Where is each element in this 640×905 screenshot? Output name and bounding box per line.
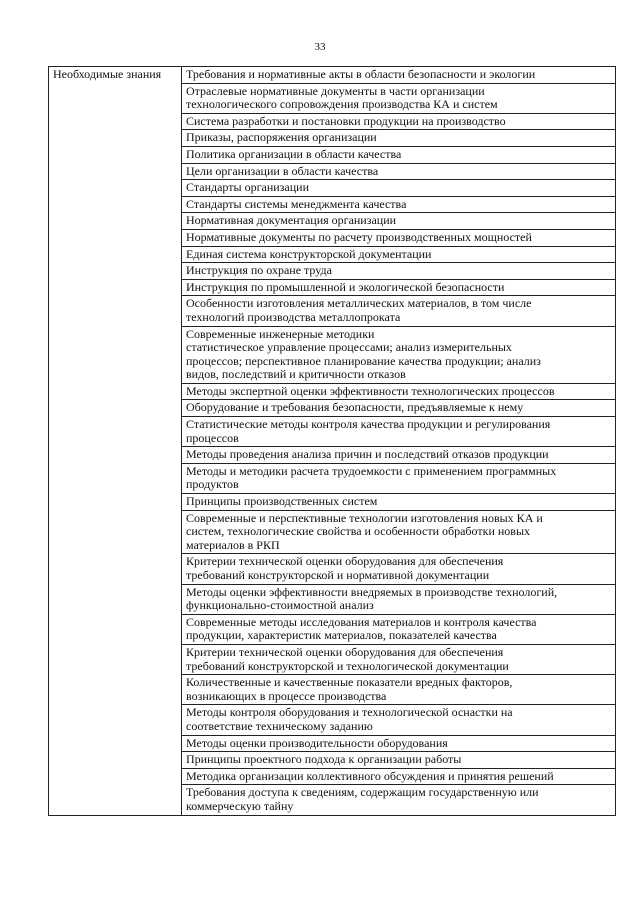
knowledge-item: Современные методы исследования материалов и контроля качества продукции, характеристик материалов, показателей качества (182, 614, 616, 644)
knowledge-item: Методы и методики расчета трудоемкости с применением программных продуктов (182, 463, 616, 493)
knowledge-item: Приказы, распоряжения организации (182, 130, 616, 147)
knowledge-item: Отраслевые нормативные документы в части организации технологического сопровождения производства КА и систем (182, 83, 616, 113)
knowledge-item: Методика организации коллективного обсуждения и принятия решений (182, 768, 616, 785)
table-row (49, 67, 616, 84)
knowledge-item: Статистические методы контроля качества продукции и регулирования процессов (182, 417, 616, 447)
knowledge-item: Принципы проектного подхода к организации работы (182, 752, 616, 769)
knowledge-item: Современные инженерные методики статистическое управление процессами; анализ измерительных процессов; перспективное планирование качества продукции; анализ видов, последствий и критичности отказов (182, 326, 616, 383)
requirements-table (48, 66, 616, 816)
knowledge-item: Единая система конструкторской документации (182, 246, 616, 263)
knowledge-item: Критерии технической оценки оборудования для обеспечения требований конструкторской и технологической документации (182, 644, 616, 674)
requirements-table-body (49, 67, 616, 816)
knowledge-item: Современные и перспективные технологии изготовления новых КА и систем, технологические свойства и особенности обработки новых материалов в РКП (182, 510, 616, 554)
knowledge-item: Методы оценки производительности оборудования (182, 735, 616, 752)
knowledge-item: Стандарты системы менеджмента качества (182, 196, 616, 213)
knowledge-item: Особенности изготовления металлических материалов, в том числе технологий производства металлопроката (182, 296, 616, 326)
page-number: 33 (314, 41, 326, 53)
knowledge-item: Инструкция по промышленной и экологической безопасности (182, 279, 616, 296)
knowledge-item: Оборудование и требования безопасности, предъявляемые к нему (182, 400, 616, 417)
knowledge-item: Цели организации в области качества (182, 163, 616, 180)
knowledge-item: Методы контроля оборудования и технологической оснастки на соответствие техническому заданию (182, 705, 616, 735)
knowledge-item: Система разработки и постановки продукции на производство (182, 113, 616, 130)
knowledge-item: Методы проведения анализа причин и последствий отказов продукции (182, 447, 616, 464)
knowledge-item: Нормативная документация организации (182, 213, 616, 230)
knowledge-item: Количественные и качественные показатели вредных факторов, возникающих в процессе производства (182, 675, 616, 705)
knowledge-item: Требования и нормативные акты в области безопасности и экологии (182, 67, 616, 84)
section-label-cell: Необходимые знания (49, 67, 182, 816)
knowledge-item: Методы оценки эффективности внедряемых в производстве технологий, функционально-стоимостной анализ (182, 584, 616, 614)
knowledge-item: Стандарты организации (182, 180, 616, 197)
knowledge-item: Принципы производственных систем (182, 494, 616, 511)
knowledge-item: Критерии технической оценки оборудования для обеспечения требований конструкторской и нормативной документации (182, 554, 616, 584)
knowledge-item: Требования доступа к сведениям, содержащим государственную или коммерческую тайну (182, 785, 616, 815)
knowledge-item: Методы экспертной оценки эффективности технологических процессов (182, 383, 616, 400)
knowledge-item: Инструкция по охране труда (182, 263, 616, 280)
knowledge-item: Нормативные документы по расчету производственных мощностей (182, 229, 616, 246)
knowledge-item: Политика организации в области качества (182, 146, 616, 163)
